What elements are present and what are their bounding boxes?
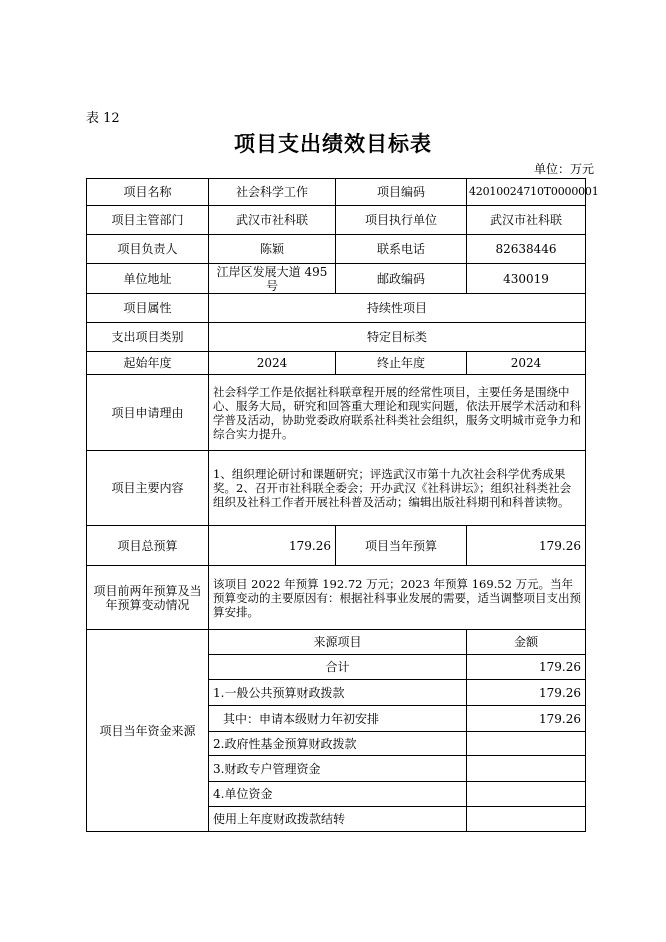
content-text: 1、组织理论研讨和课题研究；评选武汉市第十九次社会科学优秀成果奖。2、召开市社科联全委会；开办武汉《社科讲坛》；组织社科类社会组织及社科工作者开展社科普及活动；编辑出版社科期刊和科普读物。 [209,451,586,526]
document-title: 项目支出绩效目标表 [234,132,432,156]
content-label: 项目主要内容 [87,451,209,526]
funding-item-name: 2.政府性基金预算财政拨款 [209,732,467,756]
funding-item-amount: 179.26 [467,706,586,732]
budget-change-text: 该项目 2022 年预算 192.72 万元；2023 年预算 169.52 万元。当年预算变动的主要原因有：根据社科事业发展的需要，适当调整项目支出预算安排。 [209,566,586,630]
budget-change-label: 项目前两年预算及当年预算变动情况 [87,566,209,630]
attribute-label: 项目属性 [87,294,209,323]
phone-value: 82638446 [467,235,586,264]
owner-label: 项目负责人 [87,235,209,264]
reason-text: 社会科学工作是依据社科联章程开展的经常性项目，主要任务是围绕中心、服务大局，研究和回答重大理论和现实问题，依法开展学术活动和科学普及活动，协助党委政府联系社科类社会组织，服务文明城市竞争力和综合实力提升。 [209,375,586,451]
address-value: 江岸区发展大道 495 号 [209,264,336,294]
funding-item-name: 1.一般公共预算财政拨款 [209,680,467,706]
funding-item-amount [467,732,586,756]
funding-header-amount: 金额 [467,630,586,655]
project-code-label: 项目编码 [336,179,467,206]
dept-value: 武汉市社科联 [209,206,336,235]
category-label: 支出项目类别 [87,323,209,352]
total-budget-label: 项目总预算 [87,526,209,566]
table-number: 表 12 [86,111,120,126]
funding-item-name: 使用上年度财政拨款结转 [209,807,467,832]
address-label: 单位地址 [87,264,209,294]
performance-table [86,178,599,832]
attribute-value: 持续性项目 [209,294,586,323]
funding-source-label: 项目当年资金来源 [87,630,209,832]
project-code-value: 42010024710T0000001 [467,179,586,206]
funding-item-name: 合计 [209,655,467,680]
funding-item-name: 其中：申请本级财力年初安排 [209,706,467,732]
end-year-label: 终止年度 [336,352,467,375]
phone-label: 联系电话 [336,235,467,264]
year-budget-label: 项目当年预算 [336,526,467,566]
start-year-value: 2024 [209,352,336,375]
exec-unit-value: 武汉市社科联 [467,206,586,235]
funding-item-amount [467,782,586,807]
zip-label: 邮政编码 [336,264,467,294]
total-budget-value: 179.26 [209,526,336,566]
exec-unit-label: 项目执行单位 [336,206,467,235]
project-name-value: 社会科学工作 [209,179,336,206]
funding-item-amount [467,807,586,832]
funding-item-name: 4.单位资金 [209,782,467,807]
funding-item-name: 3.财政专户管理资金 [209,756,467,782]
category-value: 特定目标类 [209,323,586,352]
year-budget-value: 179.26 [467,526,586,566]
dept-label: 项目主管部门 [87,206,209,235]
unit-label: 单位：万元 [533,162,594,176]
project-name-label: 项目名称 [87,179,209,206]
end-year-value: 2024 [467,352,586,375]
zip-value: 430019 [467,264,586,294]
start-year-label: 起始年度 [87,352,209,375]
reason-label: 项目申请理由 [87,375,209,451]
funding-item-amount: 179.26 [467,655,586,680]
funding-item-amount: 179.26 [467,680,586,706]
funding-header-source: 来源项目 [209,630,467,655]
funding-item-amount [467,756,586,782]
owner-value: 陈颖 [209,235,336,264]
